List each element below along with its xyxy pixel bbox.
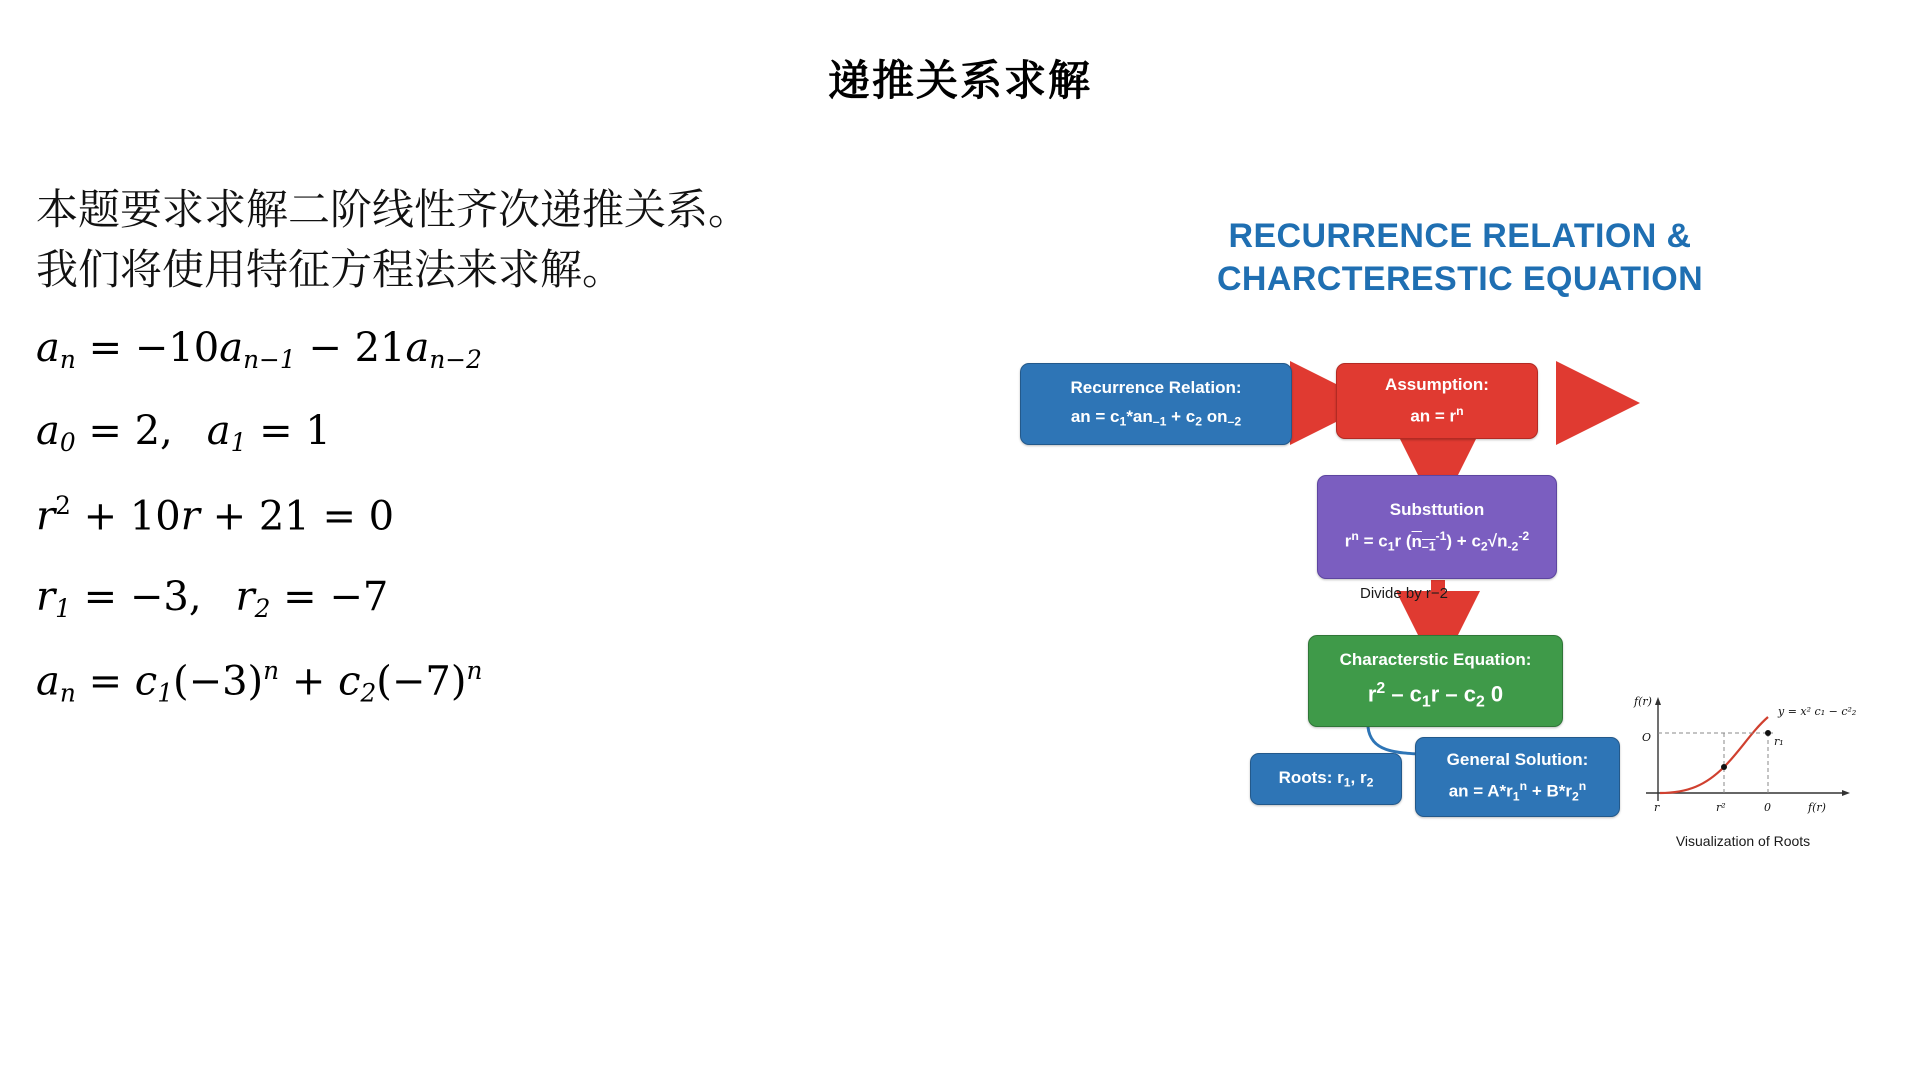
equation-1: $a_n = -10a_{n-1} - 21a_{n-2}$: [36, 325, 482, 375]
equation-5: $a_n = c_1(-3)^n + c_2(-7)^n$: [36, 656, 483, 708]
node-substitution: [1317, 475, 1557, 579]
svg-text:O: O: [1642, 731, 1652, 744]
node-recurrence-relation-body: an = $c_1*an_{-1} + c_2$ $on_{-2}$: [1070, 407, 1242, 430]
node-substitution-body: $r^n = c_1r$ $(n_{-1}^{-1}) + c_2√n_{-2}^{-2}$: [1344, 529, 1530, 554]
node-general-solution: [1415, 737, 1620, 817]
left-content-column: [36, 180, 916, 742]
flowchart-canvas: [1020, 345, 1900, 1025]
figure-title-line-2: CHARCTERESTIC EQUATION: [1216, 259, 1704, 298]
node-characteristic-equation: [1308, 635, 1563, 727]
roots-visualization-plot: [1628, 693, 1858, 823]
equation-4: $r_1 = -3$, $r_2 = -7$: [36, 573, 389, 623]
page-title: 递推关系求解: [827, 57, 1092, 104]
node-general-solution-head: General Solution:: [1446, 750, 1589, 770]
node-roots-head: Roots: $r_1$, $r_2$: [1278, 767, 1374, 790]
node-assumption-body: an = $r^n$: [1410, 403, 1464, 426]
node-general-solution-body: an = $A*r_1^n + B*r_2^n$: [1448, 779, 1587, 804]
node-recurrence-relation: [1020, 363, 1292, 445]
figure-title-line-1: RECURRENCE RELATION &: [1228, 217, 1692, 255]
paragraph-line-2: 我们将使用特征方程法来求解。: [36, 245, 625, 293]
node-assumption: [1336, 363, 1538, 439]
node-characteristic-equation-head: Characterstic Equation:: [1339, 650, 1532, 670]
svg-text:y = x² c₁ − c²₂: y = x² c₁ − c²₂: [1778, 705, 1857, 718]
node-substitution-head: Substtution: [1389, 500, 1485, 520]
svg-text:0: 0: [1764, 801, 1771, 814]
divide-by-label: Divide by r−2: [1360, 585, 1448, 602]
node-characteristic-equation-body: $r^2 - c_1r - c_2$ 0: [1367, 680, 1504, 711]
recurrence-flowchart-figure: [1020, 215, 1900, 1025]
node-assumption-head: Assumption:: [1385, 374, 1489, 394]
figure-title: [1110, 215, 1810, 301]
paragraph-line-1: 本题要求求解二阶线性齐次递推关系。: [36, 186, 751, 233]
equation-list: [36, 325, 916, 708]
roots-visualization-caption: Visualization of Roots: [1675, 833, 1811, 849]
svg-text:r²: r²: [1716, 801, 1726, 814]
svg-text:r₁: r₁: [1774, 735, 1784, 748]
svg-text:r: r: [1654, 801, 1660, 814]
node-recurrence-relation-head: Recurrence Relation:: [1070, 378, 1242, 398]
equation-2: $a_0 = 2$, $a_1 = 1$: [36, 408, 331, 458]
svg-text:f(r): f(r): [1634, 695, 1652, 708]
svg-text:f(r): f(r): [1808, 801, 1826, 814]
equation-3: $r^2 + 10r + 21 = 0$: [36, 491, 395, 540]
node-roots: [1250, 753, 1402, 805]
